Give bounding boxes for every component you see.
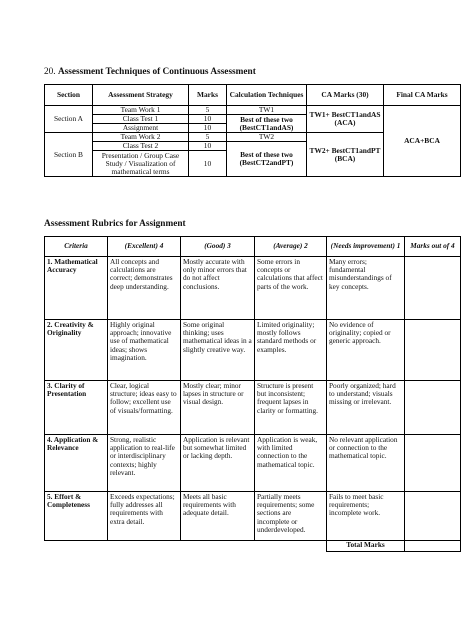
criteria-cell: 4. Application & Relevance	[45, 435, 108, 492]
marks-cell	[405, 492, 461, 541]
table-row	[45, 435, 461, 492]
strategy-cell: Presentation / Group Case Study / Visualization of mathematical terms	[93, 151, 189, 177]
section-20-title	[44, 67, 256, 77]
marks-cell: 10	[189, 124, 227, 133]
total-marks-value	[405, 541, 461, 552]
excellent-cell: All concepts and calculations are correct; demonstrates deep understanding.	[108, 257, 181, 320]
section-number: 20.	[44, 67, 56, 77]
needs-cell: Poorly organized; hard to understand; visuals missing or irrelevant.	[327, 381, 405, 435]
calc-cell: TW1	[227, 106, 307, 115]
header-calc: Calculation Techniques	[227, 85, 307, 106]
marks-cell	[405, 257, 461, 320]
good-cell: Mostly accurate with only minor errors that do not affect conclusions.	[181, 257, 255, 320]
header-final: Final CA Marks	[384, 85, 461, 106]
needs-cell: Fails to meet basic requirements; incomplete work.	[327, 492, 405, 541]
strategy-cell: Assignment	[93, 124, 189, 133]
ca-table-header-row	[45, 85, 461, 106]
table-row	[45, 492, 461, 541]
good-cell: Some original thinking; uses mathematical ideas in a slightly creative way.	[181, 320, 255, 381]
rubrics-title: Assessment Rubrics for Assignment	[44, 219, 186, 229]
total-row	[45, 541, 461, 552]
rubrics-table	[44, 236, 461, 552]
ca-techniques-table	[44, 84, 461, 177]
marks-cell	[405, 381, 461, 435]
good-cell: Mostly clear; minor lapses in structure or visual design.	[181, 381, 255, 435]
good-cell: Application is relevant but somewhat limited or lacking depth.	[181, 435, 255, 492]
excellent-cell: Strong, realistic application to real-life or interdisciplinary contexts; highly relevant.	[108, 435, 181, 492]
average-cell: Structure is present but inconsistent; frequent lapses in clarity or formatting.	[255, 381, 327, 435]
marks-cell: 10	[189, 151, 227, 177]
needs-cell: Many errors; fundamental misunderstandings of key concepts.	[327, 257, 405, 320]
table-row	[45, 320, 461, 381]
marks-cell: 5	[189, 106, 227, 115]
criteria-cell: 2. Creativity & Originality	[45, 320, 108, 381]
calc-a-cell: Best of these two (BestCT1andAS)	[227, 115, 307, 133]
marks-cell	[405, 435, 461, 492]
strategy-cell: Class Test 2	[93, 142, 189, 151]
strategy-cell: Class Test 1	[93, 115, 189, 124]
table-row	[45, 381, 461, 435]
excellent-cell: Exceeds expectations; fully addresses all requirements with extra detail.	[108, 492, 181, 541]
header-criteria: Criteria	[45, 237, 108, 257]
good-cell: Meets all basic requirements with adequate detail.	[181, 492, 255, 541]
header-ca: CA Marks (30)	[307, 85, 384, 106]
marks-cell: 5	[189, 133, 227, 142]
calc-cell: TW2	[227, 133, 307, 142]
header-excellent: (Excellent) 4	[108, 237, 181, 257]
calc-b-cell: Best of these two (BestCT2andPT)	[227, 142, 307, 177]
criteria-cell: 3. Clarity of Presentation	[45, 381, 108, 435]
average-cell: Limited originality; mostly follows standard methods or examples.	[255, 320, 327, 381]
table-row	[45, 106, 461, 115]
section-b-cell: Section B	[45, 133, 93, 177]
needs-cell: No relevant application or connection to the mathematical topic.	[327, 435, 405, 492]
header-marks-out-of-4: Marks out of 4	[405, 237, 461, 257]
section-a-cell: Section A	[45, 106, 93, 133]
header-strategy: Assessment Strategy	[93, 85, 189, 106]
average-cell: Partially meets requirements; some sections are incomplete or underdeveloped.	[255, 492, 327, 541]
final-ca-cell: ACA+BCA	[384, 106, 461, 177]
criteria-cell: 5. Effort & Completeness	[45, 492, 108, 541]
excellent-cell: Highly original approach; innovative use of mathematical ideas; shows imagination.	[108, 320, 181, 381]
ca-a-cell: TW1+ BestCT1andAS (ACA)	[307, 106, 384, 133]
criteria-cell: 1. Mathematical Accuracy	[45, 257, 108, 320]
average-cell: Application is weak, with limited connection to the mathematical topic.	[255, 435, 327, 492]
total-marks-label: Total Marks	[327, 541, 405, 552]
strategy-cell: Team Work 1	[93, 106, 189, 115]
marks-cell: 10	[189, 115, 227, 124]
excellent-cell: Clear, logical structure; ideas easy to follow; excellent use of visuals/formatting.	[108, 381, 181, 435]
header-marks: Marks	[189, 85, 227, 106]
rubrics-header-row	[45, 237, 461, 257]
needs-cell: No evidence of originality; copied or generic approach.	[327, 320, 405, 381]
ca-b-cell: TW2+ BestCT1andPT (BCA)	[307, 133, 384, 177]
total-spacer-cell	[45, 541, 327, 552]
marks-cell: 10	[189, 142, 227, 151]
header-needs: (Needs improvement) 1	[327, 237, 405, 257]
header-average: (Average) 2	[255, 237, 327, 257]
section-heading: Assessment Techniques of Continuous Assessment	[57, 67, 256, 77]
table-row	[45, 257, 461, 320]
average-cell: Some errors in concepts or calculations that affect parts of the work.	[255, 257, 327, 320]
marks-cell	[405, 320, 461, 381]
header-good: (Good) 3	[181, 237, 255, 257]
strategy-cell: Team Work 2	[93, 133, 189, 142]
header-section: Section	[45, 85, 93, 106]
